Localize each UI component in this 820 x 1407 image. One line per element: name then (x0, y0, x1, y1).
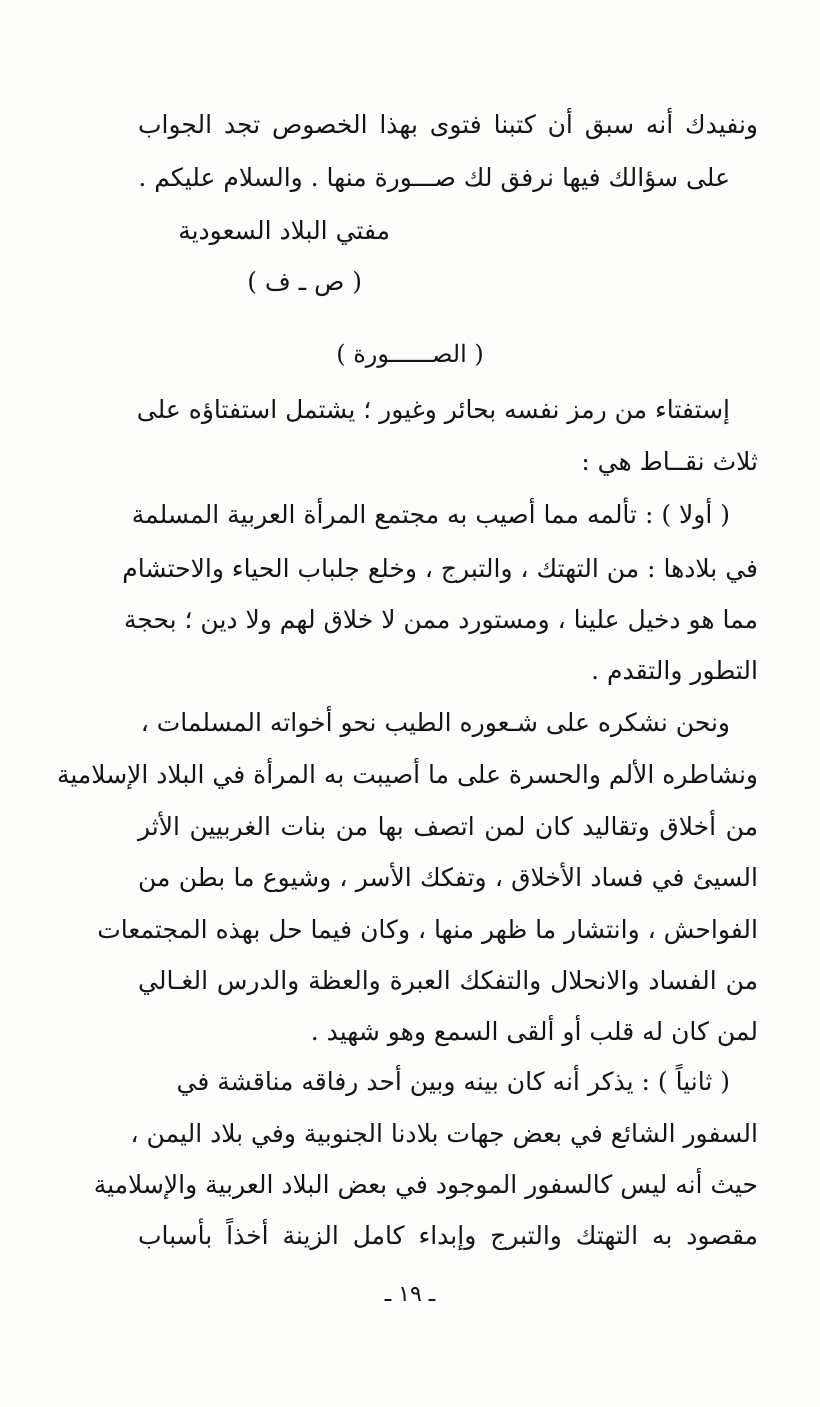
text-line-12: السيئ في فساد الأخلاق ، وتفكك الأسر ، وشيوع ما بطن من (138, 863, 758, 892)
text-line-6: في بلادها : من التهتك ، والتبرج ، وخلع جلباب الحياء والاحتشام (122, 554, 758, 583)
text-line-8: التطور والتقدم . (591, 656, 758, 685)
page-number: ـ ١٩ ـ (384, 1282, 436, 1307)
text-line-19: مقصود به التهتك والتبرج وإبداء كامل الزينة أخذاً بأسباب (138, 1221, 758, 1250)
text-line-13: الفواحش ، وانتشار ما ظهر منها ، وكان فيما حل بهذه المجتمعات (97, 915, 758, 944)
text-line-5: ( أولا ) : تألمه مما أصيب به مجتمع المرأة العربية المسلمة (131, 500, 730, 529)
text-line-7: مما هو دخيل علينا ، ومستورد ممن لا خلاق لهم ولا دين ؛ بحجة (123, 605, 758, 634)
text-line-17: السفور الشائع في بعض جهات بلادنا الجنوبية وفي بلاد اليمن ، (130, 1119, 758, 1148)
text-line-18: حيث أنه ليس كالسفور الموجود في بعض البلاد العربية والإسلامية (93, 1170, 758, 1199)
text-line-9: ونحن نشكره على شـعوره الطيب نحو أخواته المسلمات ، (140, 708, 730, 737)
text-line-2: على سؤالك فيها نرفق لك صـــورة منها . والسلام عليكم . (138, 163, 730, 192)
text-line-14: من الفساد والانحلال والتفكك العبرة والعظة والدرس الغـالي (138, 966, 758, 995)
text-line-11: من أخلاق وتقاليد كان لمن اتصف بها من بنات الغربيين الأثر (138, 812, 758, 841)
signature-title: مفتي البلاد السعودية (178, 216, 390, 245)
text-line-16: ( ثانياً ) : يذكر أنه كان بينه وبين أحد رفاقه مناقشة في (176, 1067, 730, 1096)
signature-initials: ( ص ـ ف ) (247, 267, 362, 296)
text-line-15: لمن كان له قلب أو ألقى السمع وهو شهيد . (310, 1017, 758, 1046)
text-line-3: إستفتاء من رمز نفسه بحائر وغيور ؛ يشتمل استفتاؤه على (136, 395, 730, 424)
text-line-1: ونفيدك أنه سبق أن كتبنا فتوى بهذا الخصوص تجد الجواب (138, 110, 758, 139)
text-line-10: ونشاطره الألم والحسرة على ما أصيبت به المرأة في البلاد الإسلامية (56, 760, 758, 789)
text-line-4: ثلاث نقــاط هي : (581, 447, 758, 476)
section-heading: ( الصــــــورة ) (336, 340, 484, 368)
